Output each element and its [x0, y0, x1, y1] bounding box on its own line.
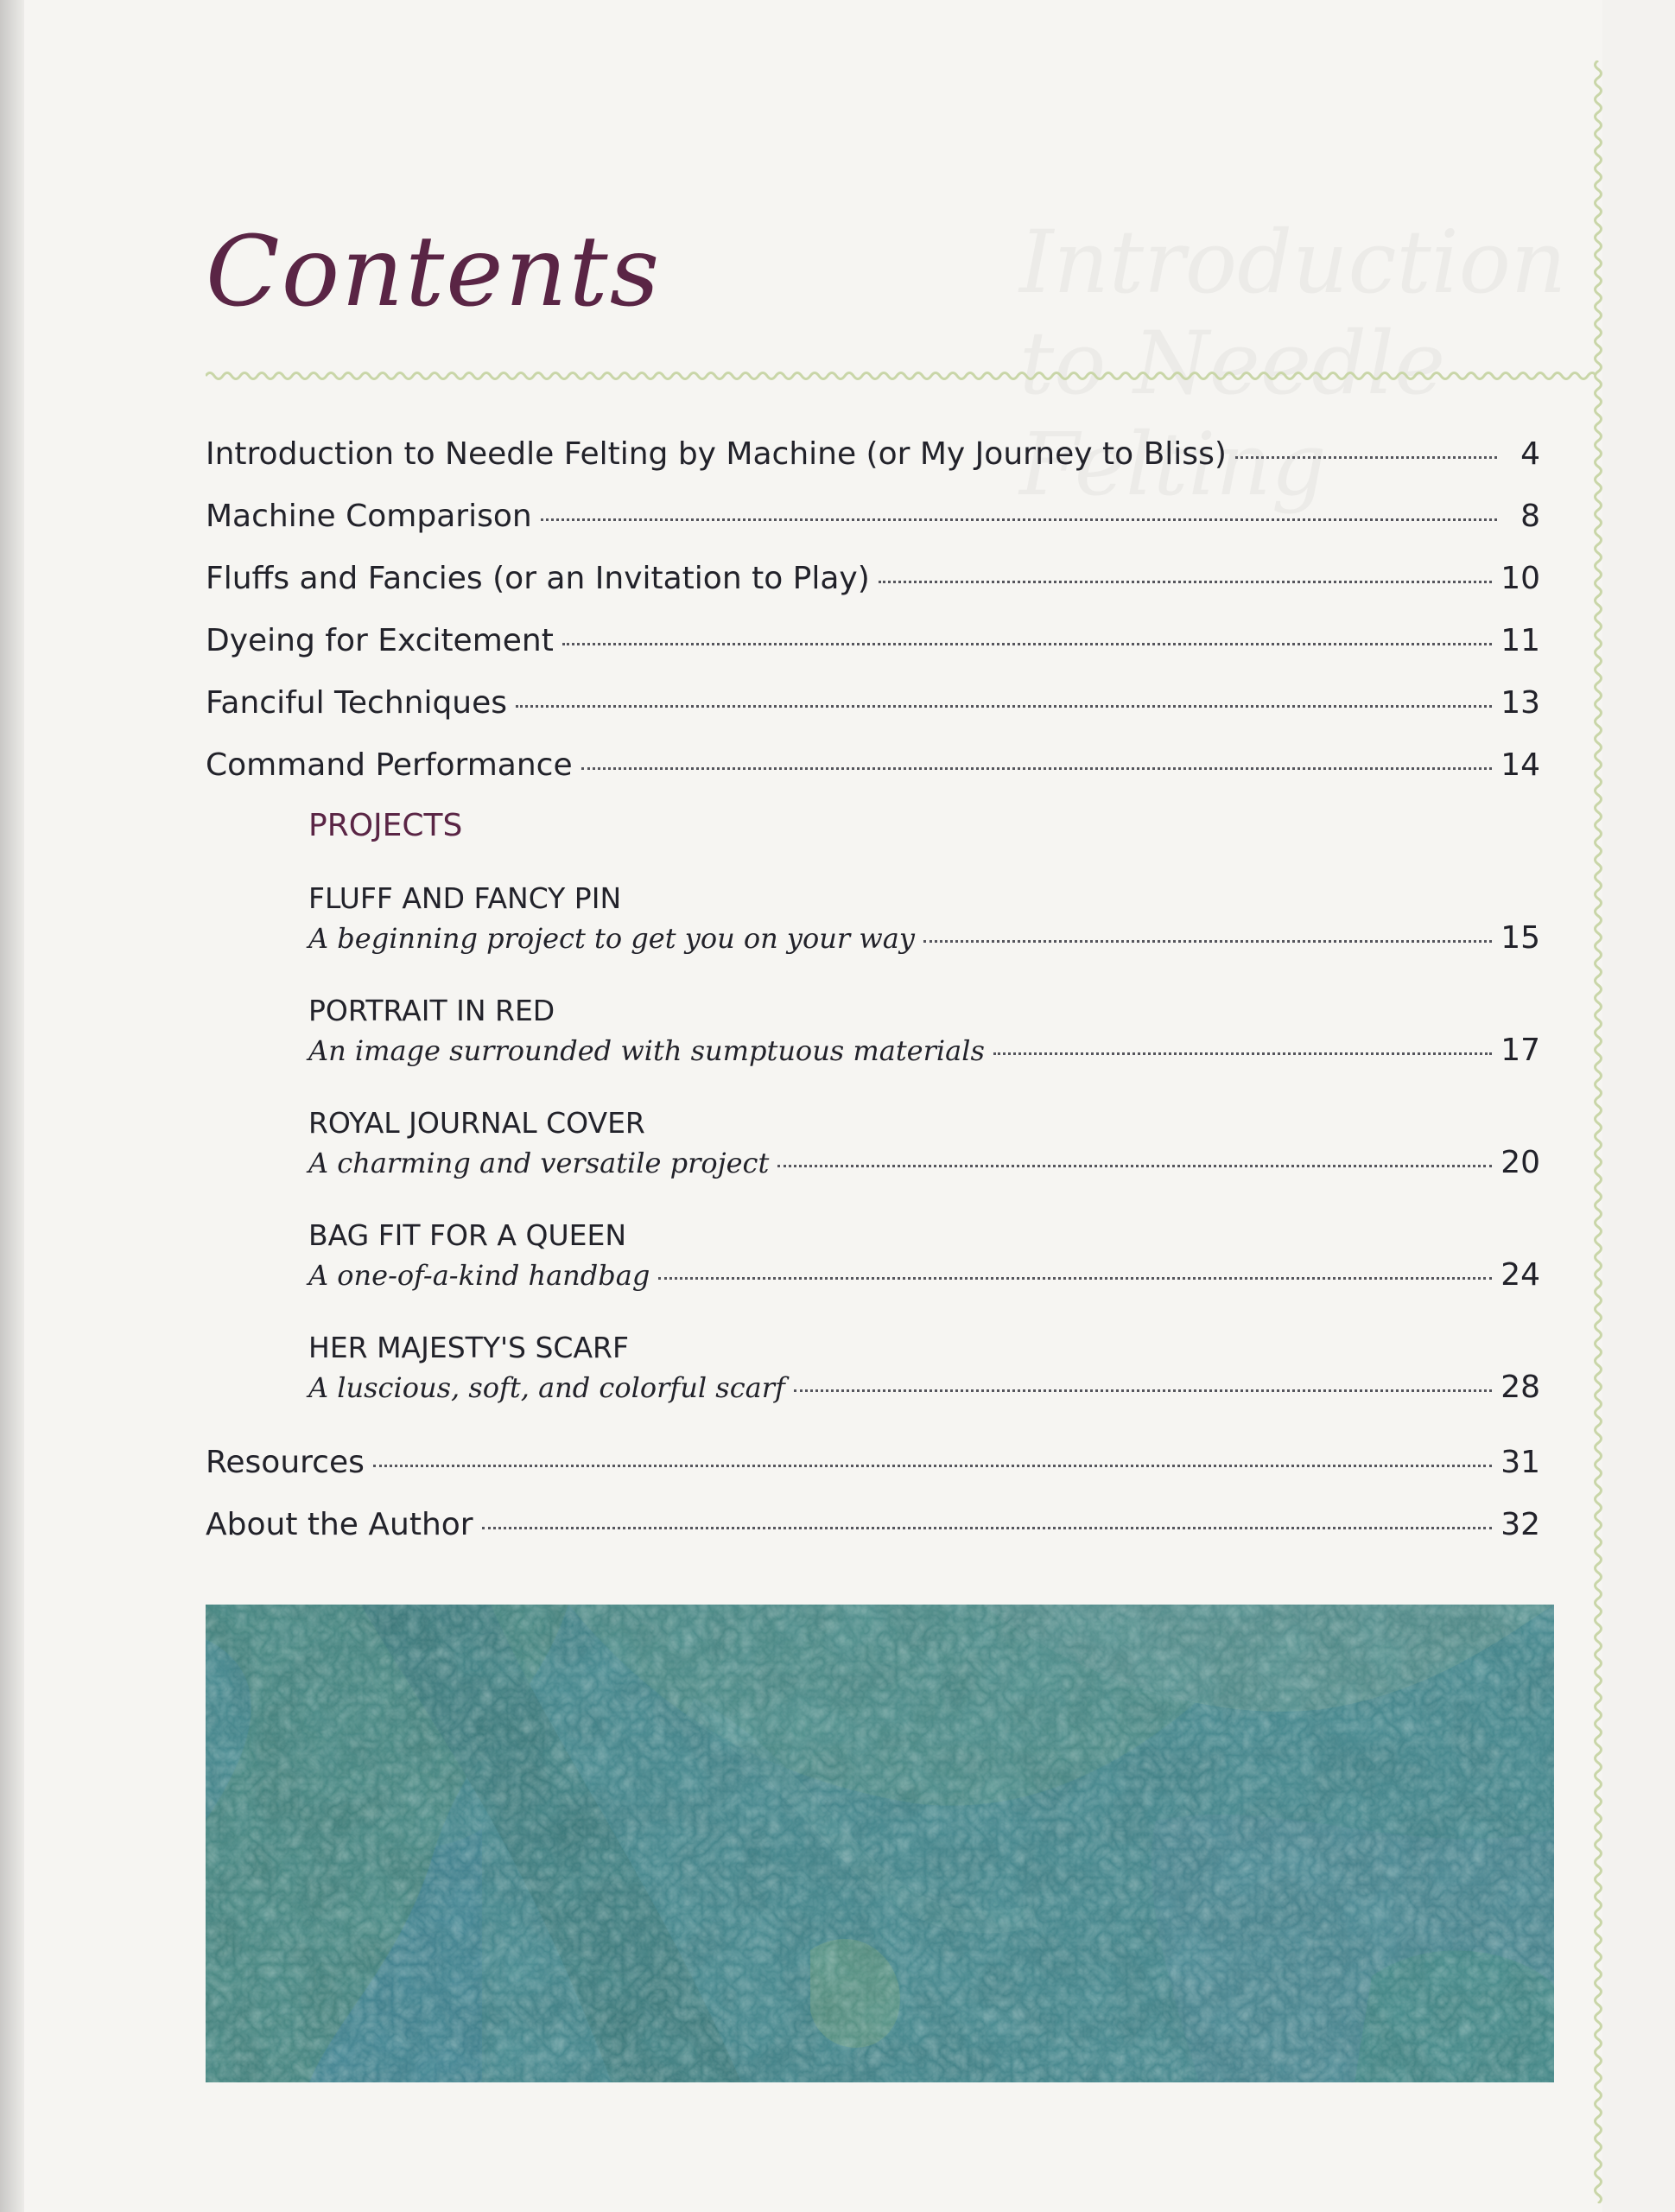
project-description: A charming and versatile project [308, 1147, 770, 1179]
page-title: Contents [206, 216, 662, 328]
toc-page-number: 31 [1501, 1445, 1540, 1480]
toc-entry-title: Machine Comparison [206, 499, 532, 534]
dot-leader [482, 1527, 1493, 1529]
toc-page-number: 10 [1501, 561, 1540, 596]
project-entry-bag-fit-for-a-queen[interactable] [308, 1218, 1540, 1293]
toc-page-number: 17 [1501, 1033, 1540, 1068]
toc-entry-resources[interactable] [206, 1445, 1540, 1480]
toc-page-number: 11 [1501, 623, 1540, 658]
toc-page-number: 15 [1501, 920, 1540, 956]
project-description: A beginning project to get you on your way [308, 922, 915, 955]
toc-entry-about-the-author[interactable] [206, 1507, 1540, 1542]
dot-leader [516, 705, 1492, 708]
wavy-rule-horizontal [206, 367, 1596, 385]
toc-entry-title: Fluffs and Fancies (or an Invitation to Play) [206, 561, 870, 596]
toc-page-number: 24 [1501, 1257, 1540, 1293]
toc-entry-dyeing[interactable] [206, 623, 1540, 658]
project-description: A one-of-a-kind handbag [308, 1259, 650, 1292]
toc-entry-title: Introduction to Needle Felting by Machine (or My Journey to Bliss) [206, 436, 1227, 472]
dot-leader [373, 1465, 1492, 1467]
toc-entry-title: Command Performance [206, 747, 573, 783]
bleedthrough-text: Introduction to Needle Felting [1019, 212, 1567, 515]
toc-page-number: 32 [1501, 1507, 1540, 1542]
toc-entry-title: Fanciful Techniques [206, 685, 508, 721]
dot-leader [658, 1277, 1492, 1280]
project-entry-fluff-and-fancy-pin[interactable] [308, 881, 1540, 956]
toc-page-number: 28 [1501, 1370, 1540, 1405]
project-title: BAG FIT FOR A QUEEN [308, 1218, 627, 1252]
dot-leader [562, 643, 1492, 645]
felted-textile-photo [206, 1605, 1554, 2082]
toc-entry-introduction[interactable] [206, 436, 1540, 472]
toc-page-number: 13 [1501, 685, 1540, 721]
dot-leader [923, 940, 1492, 943]
project-entry-royal-journal-cover[interactable] [308, 1106, 1540, 1180]
dot-leader [794, 1389, 1492, 1392]
toc-entry-command-performance[interactable] [206, 747, 1540, 783]
toc-page-number: 20 [1501, 1145, 1540, 1180]
toc-page-number: 14 [1501, 747, 1540, 783]
project-title: PORTRAIT IN RED [308, 994, 555, 1027]
project-description: An image surrounded with sumptuous materials [308, 1034, 985, 1067]
dot-leader [1235, 456, 1497, 459]
toc-entry-title: Dyeing for Excitement [206, 623, 554, 658]
project-entry-portrait-in-red[interactable] [308, 994, 1540, 1068]
toc-entry-fluffs-and-fancies[interactable] [206, 561, 1540, 596]
wavy-rule-vertical [1589, 60, 1607, 2203]
toc-entry-machine-comparison[interactable] [206, 499, 1540, 534]
project-title: ROYAL JOURNAL COVER [308, 1106, 645, 1140]
toc-entry-title: Resources [206, 1445, 365, 1480]
toc-entry-title: About the Author [206, 1507, 473, 1542]
project-title: HER MAJESTY'S SCARF [308, 1331, 629, 1364]
project-description: A luscious, soft, and colorful scarf [308, 1371, 785, 1404]
dot-leader [879, 581, 1492, 583]
dot-leader [777, 1165, 1492, 1167]
project-title: FLUFF AND FANCY PIN [308, 881, 622, 915]
toc-page-number: 4 [1520, 436, 1540, 472]
dot-leader [581, 767, 1493, 770]
dot-leader [541, 518, 1497, 521]
page-binding-shadow [0, 0, 24, 2212]
toc-entry-fanciful-techniques[interactable] [206, 685, 1540, 721]
project-entry-her-majestys-scarf[interactable] [308, 1331, 1540, 1405]
projects-heading: PROJECTS [308, 808, 463, 843]
dot-leader [993, 1052, 1492, 1055]
toc-page-number: 8 [1520, 499, 1540, 534]
